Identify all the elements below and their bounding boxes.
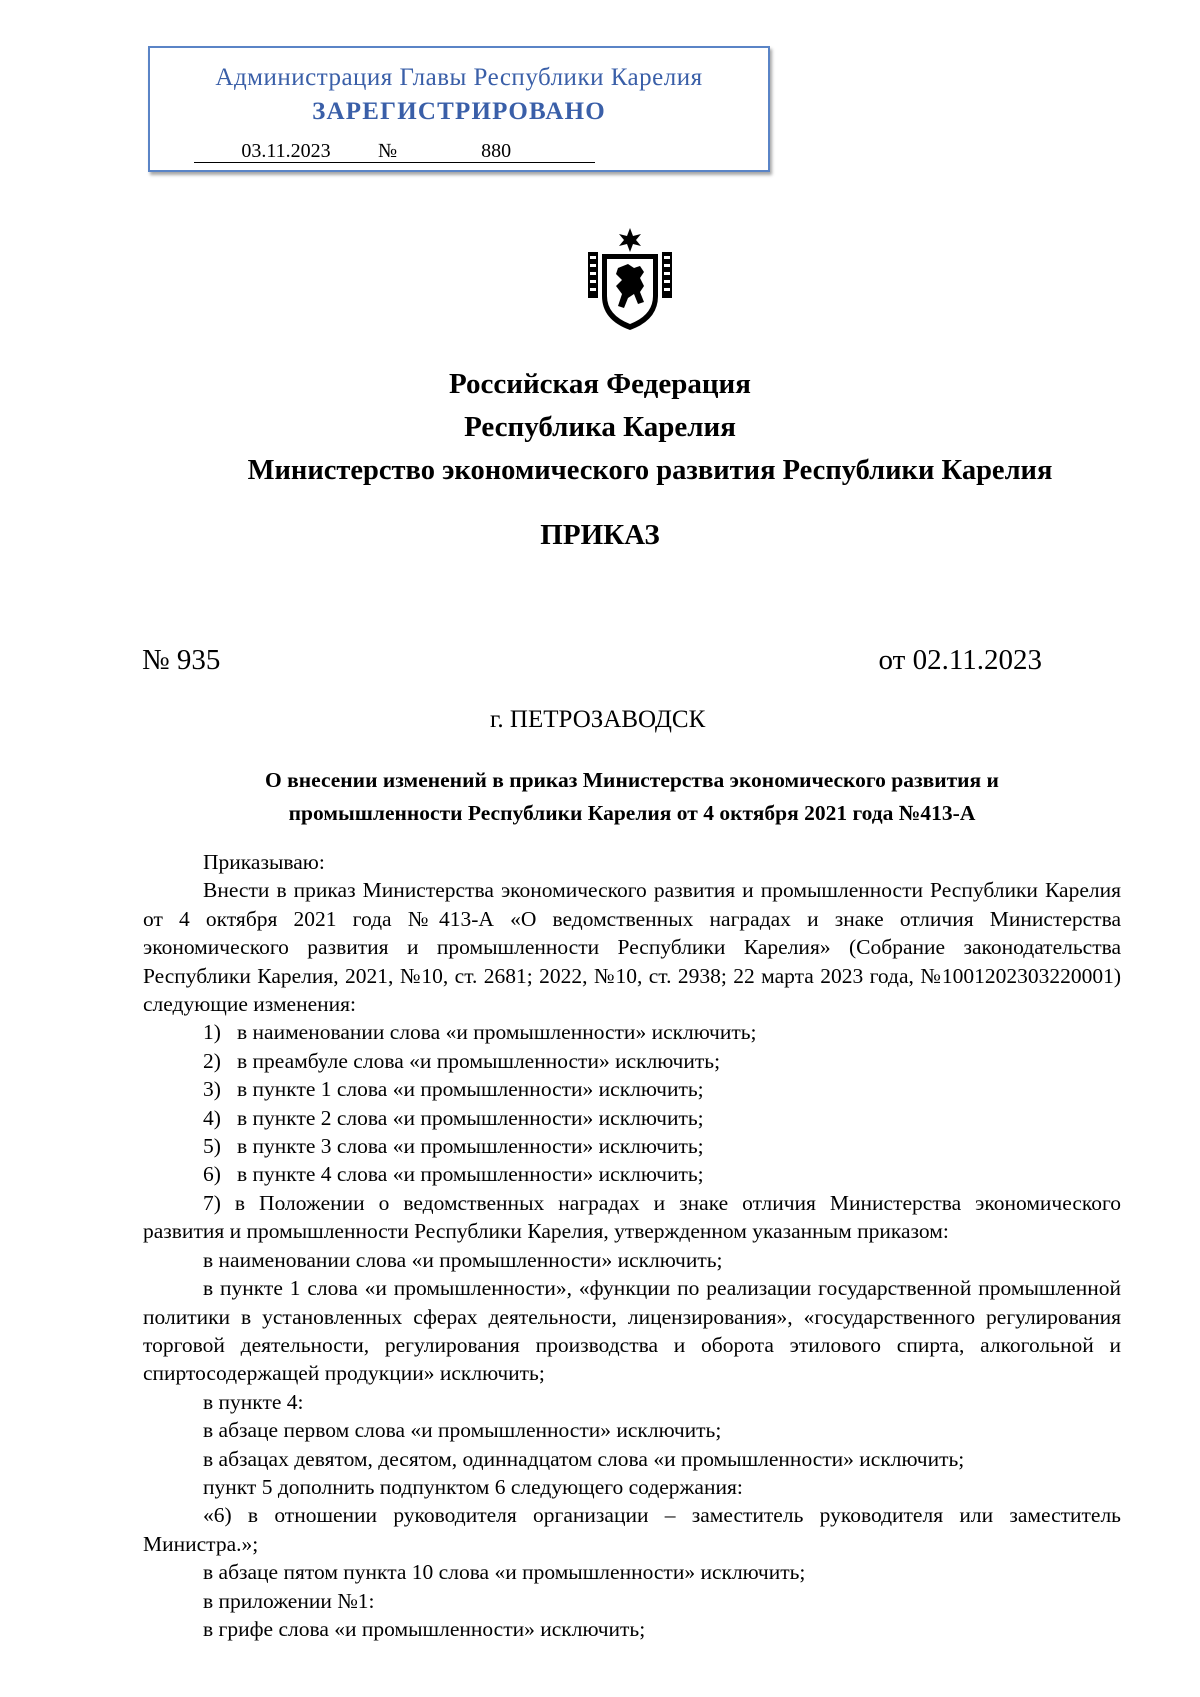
- order-city: г. ПЕТРОЗАВОДСК: [490, 706, 706, 733]
- stamp-date: 03.11.2023: [194, 140, 378, 163]
- paragraph-grif: в грифе слова «и промышленности» исключить;: [203, 1616, 646, 1641]
- item-text: в пункте 2 слова «и промышленности» исключить;: [237, 1105, 704, 1130]
- header-ministry: Министерство экономического развития Республики Карелия: [247, 455, 1053, 486]
- amendment-item: [143, 1160, 1121, 1188]
- paragraph-point5: пункт 5 дополнить подпунктом 6 следующего содержания:: [203, 1474, 743, 1499]
- paragraph-abz1: в абзаце первом слова «и промышленности» исключить;: [203, 1418, 722, 1443]
- amendment-item: [143, 1104, 1121, 1132]
- intro-paragraph: Приказываю:: [203, 850, 325, 874]
- paragraph-point4: в пункте 4:: [203, 1389, 304, 1414]
- item-marker: 4): [203, 1105, 221, 1130]
- stamp-status: ЗАРЕГИСТРИРОВАНО: [312, 98, 606, 125]
- registration-stamp: [148, 46, 770, 172]
- item-text: в пункте 1 слова «и промышленности» исключить;: [237, 1077, 704, 1102]
- order-date: от 02.11.2023: [878, 644, 1042, 676]
- item-text: в пункте 3 слова «и промышленности» исключить;: [237, 1134, 704, 1159]
- header-republic: Республика Карелия: [464, 411, 736, 443]
- karelia-coat-of-arms-icon: [588, 228, 672, 332]
- item-text: в наименовании слова «и промышленности» исключить;: [237, 1020, 757, 1045]
- paragraph-name: в наименовании слова «и промышленности» исключить;: [203, 1247, 723, 1272]
- order-body: [143, 848, 1121, 1643]
- header-country: Российская Федерация: [449, 368, 751, 400]
- main-paragraph: Внести в приказ Министерства экономического развития и промышленности Республики Карелия от 4 октября 2021 года №413-А «О ведомственных наградах и знаке отличия Министерства экономического развития и промышленности Республики Карелия» (Собрание законодательства Республики Карелия, 2021, №10, ст. 2681; 2022, №10, ст. 2938; 22 марта 2023 года, №1001202303220001) следующие изменения:: [143, 878, 1121, 1017]
- amendment-item-7: 7) в Положении о ведомственных наградах и знаке отличия Министерства экономического развития и промышленности Республики Карелия, утвержденном указанным приказом:: [143, 1190, 1121, 1244]
- document-type: ПРИКАЗ: [540, 519, 660, 551]
- order-title-line2: промышленности Республики Карелия от 4 октября 2021 года №413-А: [288, 801, 976, 825]
- paragraph-point10: в абзаце пятом пункта 10 слова «и промышленности» исключить;: [203, 1560, 806, 1585]
- paragraph-app1: в приложении №1:: [203, 1588, 375, 1613]
- amendment-item: [143, 1075, 1121, 1103]
- paragraph-sub6: «6) в отношении руководителя организации – заместитель руководителя или заместитель Министра.»;: [143, 1503, 1121, 1556]
- stamp-number: 880: [397, 140, 595, 163]
- stamp-registration-line: [194, 140, 595, 163]
- order-number: № 935: [142, 644, 221, 676]
- paragraph-point1: в пункте 1 слова «и промышленности», «функции по реализации государственной промышленной политики в установленных сферах деятельности, лицензирования», «государственного регулирования торговой деятельности, регулирования производства и оборота этилового спирта, алкогольной и спиртосодержащей продукции» исключить;: [143, 1276, 1121, 1386]
- item-marker: 5): [203, 1134, 221, 1159]
- amendment-item: [143, 1132, 1121, 1160]
- item-marker: 1): [203, 1020, 221, 1045]
- amendment-item: [143, 1047, 1121, 1075]
- item-text: в преамбуле слова «и промышленности» исключить;: [237, 1048, 721, 1073]
- item-text: в пункте 4 слова «и промышленности» исключить;: [237, 1162, 704, 1187]
- item-marker: 2): [203, 1048, 221, 1073]
- stamp-office: Администрация Главы Республики Карелия: [215, 64, 703, 91]
- order-title-line1: О внесении изменений в приказ Министерства экономического развития и: [265, 768, 999, 792]
- paragraph-abz9: в абзацах девятом, десятом, одиннадцатом слова «и промышленности» исключить;: [203, 1446, 965, 1471]
- item-marker: 3): [203, 1077, 221, 1102]
- amendment-item: [143, 1018, 1121, 1046]
- stamp-number-sign: №: [378, 140, 398, 162]
- item-marker: 6): [203, 1162, 221, 1187]
